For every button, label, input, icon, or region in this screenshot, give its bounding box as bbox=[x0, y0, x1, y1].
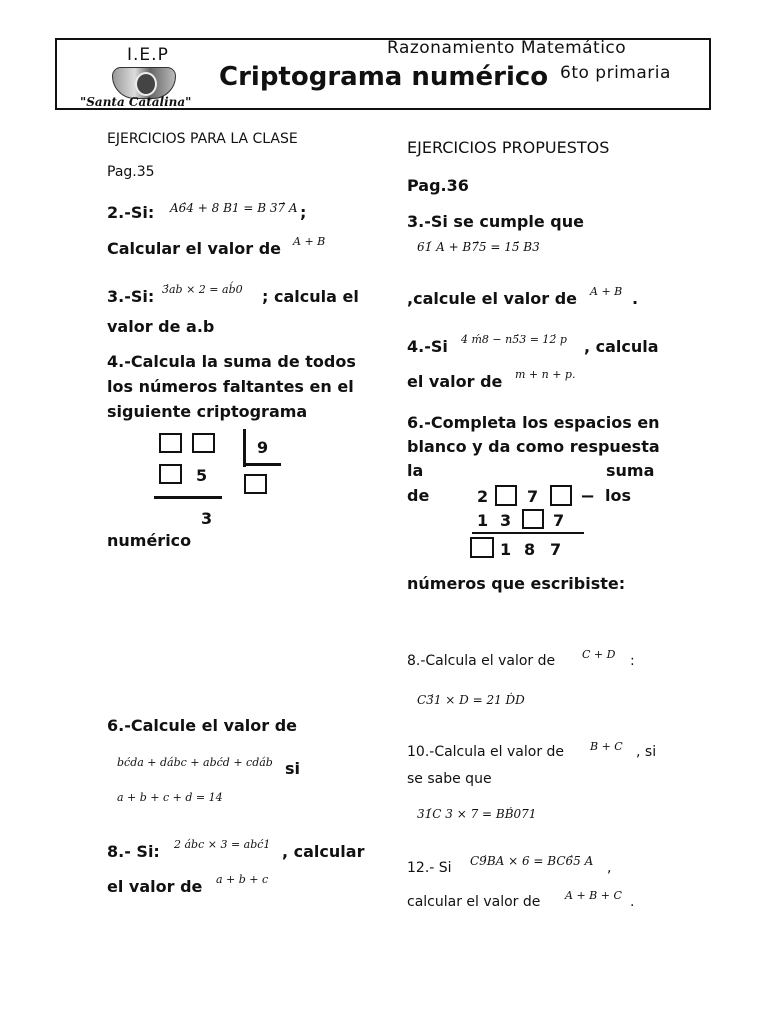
q2-label: 2.-Si: bbox=[107, 203, 155, 222]
q3-label: 3.-Si: bbox=[107, 287, 155, 306]
r-q10-line2: se sabe que bbox=[407, 771, 492, 787]
r-q6-la: la bbox=[407, 461, 424, 480]
q8-expression-2: a + b + c bbox=[216, 873, 269, 886]
r-q12-expression-2: A + B + C bbox=[565, 889, 622, 902]
q8-label: 8.- Si: bbox=[107, 842, 160, 861]
q8-expression: 2 ábc × 3 = abć1 bbox=[174, 838, 271, 851]
r-q12-dot: . bbox=[630, 894, 635, 910]
digit: 7 bbox=[553, 511, 565, 530]
blank-box bbox=[192, 433, 215, 453]
blank-box bbox=[550, 485, 572, 506]
r-q4-expression-2: m + n + p. bbox=[515, 368, 576, 381]
r-q3-label: 3.-Si se cumple que bbox=[407, 212, 584, 231]
blank-box bbox=[159, 464, 182, 484]
q6-label: 6.-Calcule el valor de bbox=[107, 716, 298, 735]
q4-word: numérico bbox=[107, 531, 192, 550]
r-q6-de: de bbox=[407, 486, 430, 505]
grade-label: 6to primaria bbox=[560, 63, 671, 83]
remainder-digit: 3 bbox=[201, 509, 213, 528]
right-page: Pag.36 bbox=[407, 176, 469, 195]
q3-line2: valor de a.b bbox=[107, 317, 215, 336]
division-bar bbox=[243, 429, 246, 467]
r-q4-line2: el valor de bbox=[407, 372, 503, 391]
digit: 3 bbox=[500, 511, 512, 530]
q6-condition: a + b + c + d = 14 bbox=[117, 791, 223, 804]
division-bar bbox=[243, 463, 281, 466]
r-q6-suma: suma bbox=[606, 461, 655, 480]
r-q8-colon: : bbox=[630, 653, 635, 669]
right-heading: EJERCICIOS PROPUESTOS bbox=[407, 138, 610, 157]
r-q8-expression-2: C3́1 × D = 21 ḊD bbox=[417, 693, 525, 707]
r-q12-expression: C9́BA × 6 = BC6́5 A bbox=[470, 854, 594, 868]
r-q4-expression: 4 ḿ8 − n5́3 = 12́ p bbox=[461, 333, 567, 346]
blank-box bbox=[495, 485, 517, 506]
digit: 8 bbox=[524, 540, 536, 559]
q6-expression: bćda + dábc + abćd + cdáb bbox=[117, 756, 273, 769]
digit: 1 bbox=[500, 540, 512, 559]
r-q10-expression-2: 31́C 3 × 7 = BB́071 bbox=[417, 807, 537, 821]
digit: 2 bbox=[477, 487, 489, 506]
left-heading: EJERCICIOS PARA LA CLASE bbox=[107, 131, 298, 147]
school-motto: "Santa Catalina" bbox=[80, 95, 192, 109]
digit: 5 bbox=[196, 466, 208, 485]
r-q4-label: 4.-Si bbox=[407, 337, 448, 356]
q8-tail: , calcular bbox=[282, 842, 365, 861]
r-q10-tail: , si bbox=[636, 744, 657, 760]
r-q6-line2: blanco y da como respuesta bbox=[407, 437, 660, 456]
minus-sign: − bbox=[580, 486, 596, 507]
page-title: Criptograma numérico bbox=[219, 62, 549, 92]
blank-box bbox=[159, 433, 182, 453]
blank-box bbox=[470, 537, 494, 558]
blank-box bbox=[244, 474, 267, 494]
q2-expression-2: A + B bbox=[293, 235, 326, 248]
r-q6-line1: 6.-Completa los espacios en bbox=[407, 413, 660, 432]
q3-tail: ; calcula el bbox=[262, 287, 359, 306]
r-q3-expression-2: A + B bbox=[590, 285, 623, 298]
digit: 1 bbox=[477, 511, 489, 530]
r-q8-expression: C + D bbox=[582, 648, 616, 661]
blank-box bbox=[522, 509, 544, 529]
r-q6-end: números que escribiste: bbox=[407, 574, 626, 593]
r-q3-dot: . bbox=[632, 289, 639, 308]
q2-calc: Calcular el valor de bbox=[107, 239, 282, 258]
subtraction-line bbox=[472, 532, 584, 534]
q2-semicolon: ; bbox=[300, 203, 307, 222]
q2-expression: A6́4 + 8 B1 = B 37́ A bbox=[170, 201, 298, 215]
r-q6-los: los bbox=[605, 486, 631, 505]
q6-si: si bbox=[285, 759, 301, 778]
division-line bbox=[154, 496, 222, 499]
digit: 7 bbox=[527, 487, 539, 506]
q8-line2: el valor de bbox=[107, 877, 203, 896]
divisor-digit: 9 bbox=[257, 438, 269, 457]
r-q3-expression: 61́ A + B7́5 = 15́ B3 bbox=[417, 240, 540, 254]
r-q4-tail: , calcula bbox=[584, 337, 659, 356]
r-q12-line2: calcular el valor de bbox=[407, 894, 541, 910]
r-q10-expression: B + C bbox=[590, 740, 623, 753]
r-q12-comma: , bbox=[607, 860, 612, 876]
shield-icon bbox=[135, 72, 157, 96]
digit: 7 bbox=[550, 540, 562, 559]
r-q3-calc: ,calcule el valor de bbox=[407, 289, 577, 308]
school-name: I.E.P bbox=[127, 45, 169, 65]
r-q8-label: 8.-Calcula el valor de bbox=[407, 653, 556, 669]
q4-line3: siguiente criptograma bbox=[107, 402, 308, 421]
r-q12-label: 12.- Si bbox=[407, 860, 452, 876]
q4-line2: los números faltantes en el bbox=[107, 377, 354, 396]
q3-expression: 3́ab × 2 = ab́0 bbox=[162, 283, 243, 296]
left-page: Pag.35 bbox=[107, 164, 155, 180]
r-q10-label: 10.-Calcula el valor de bbox=[407, 744, 565, 760]
subject-name: Razonamiento Matemático bbox=[387, 38, 627, 58]
q4-line1: 4.-Calcula la suma de todos bbox=[107, 352, 356, 371]
